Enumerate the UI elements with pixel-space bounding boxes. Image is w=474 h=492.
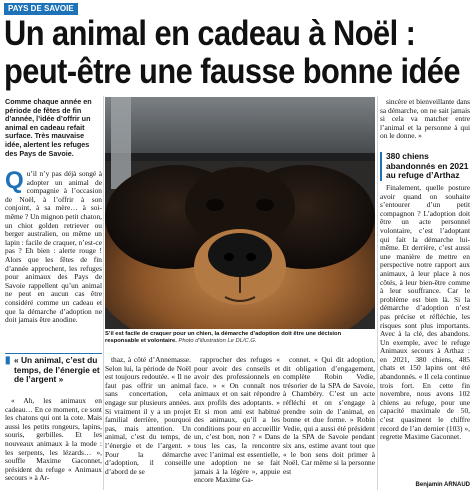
- column-2: [105, 356, 191, 476]
- photo-caption: [105, 331, 375, 345]
- column-5-text: Finalement, quelle posture avoir quand on souhaite s’entourer d’un petit compagnon ? L’adoption doit être un acte personnel volontaire, c’est l’adoptant qui fait la démarche lui-même. Et derrière, c’est aussi une manière de mettre en perspective notre rapport aux animaux, à leur place à nos côtés, à leur bien-être comme à leur souffrance. Car le problème est bien là. Si la démarche d’adoption n’est pas précise et réfléchie, les risques sont plus importants. Avec à la clé, des abandons. Un exemple, avec le refuge Animaux secours à Arthaz : en 2021, 380 chiens, 485 chats et 150 lapins ont été abandonnés. « Il cela continue trois fort. En cette fin novembre, nous avons 102 chiens au refuge, pour une capacité maximale de 50, c’est quasiment le chiffre record de l’an dernier (103) », regrette Maxime Gaconnet.: [380, 183, 470, 442]
- column-1-bottom: [5, 397, 102, 483]
- column-1-text: u’il n’y pas déjà songé à adopter un animal de compagnie à l’occasion de Noël, à l’offrir à son conjoint, à sa mère… à soi-même ? Un mignon petit chaton, un chiot golden retriever ou berger australien, ou même un lapin : facile de craquer, n’est-ce pas ? Eh bien : alerte rouge ! Alors que les fêtes de fin d’année approchent, les refuges pour animaux des Pays de Savoie rappellent qu’un animal ne peut en aucun cas être considéré comme un cadeau et que la démarche d’adoption ne doit jamais être anodine.: [5, 169, 102, 325]
- column-5-top: [380, 98, 470, 141]
- drop-cap: Q: [5, 167, 24, 194]
- column-2-text: thaz, à côté d’Annemasse. Selon lui, la période de Noël est toujours redoutée. « Il ne faut pas offrir un animal sans concertation, cela engage sur plusieurs années. Si vraiment il y a un projet familial derrière, pourquoi pas, mais attention. Un animal, c’est du temps, de l’énergie et de l’argent. » Pour la démarche d’adoption, il conseille d’abord de se: [105, 355, 191, 476]
- author-signature: Benjamin ARNAUD: [415, 482, 470, 488]
- column-3-text: rapprocher des refuges « pour avoir des conseils et avoir des professionnels en face. » « On connaît nos animaux et on sait répondre aux profils des adoptants. » Et si mon ami est habitué des animaux, qu’il a les conditions pour en accueillir un, c’est bon, non ? « Dans tous les cas, la rencontre avec l’animal est essentielle, une adoption ne se fait jamais à la légère », appuie encore Maxime Ga-: [194, 355, 280, 485]
- column-divider: [103, 96, 104, 490]
- pullquote: [5, 356, 102, 385]
- article-headline: [4, 14, 461, 91]
- pullquote-rule: [5, 353, 102, 354]
- column-4: [283, 356, 375, 476]
- column-5: [380, 184, 470, 442]
- caption-credit: Photo d’illustration Le DL/C.G.: [178, 338, 257, 344]
- dog-photo-illustration: [105, 97, 375, 329]
- article-lead: Comme chaque année en période de fêtes de fin d’année, l’idée d’offrir un animal en cadeau refait surface. Très mauvaise idée, alertent les refuges des Pays de Savoie.: [5, 97, 92, 158]
- caption-text: S’il est facile de craquer pour un chien, la démarche d’adoption doit être une décision responsable et volontaire.: [105, 331, 342, 344]
- column-divider: [377, 96, 378, 490]
- column-5-top-text: sincère et bienveillante dans sa démarche, on ne sait jamais si cela va matcher entre l’animal et la personne à qui on le donne. »: [380, 97, 470, 141]
- headline-line-1: Un animal en cadeau à Noël :: [4, 14, 416, 53]
- column-4-text: connet. « Qui dit adoption, dit obligation d’engagement, complète Robin Vedie, trésorier de la SPA de Savoie, à Chambéry. C’est un acte réfléchi et on s’engage à prendre soin de l’animal, en bonne et due forme. » Robin Vedie, qui a aussi été président de la SPA de Savoie pendant six ans, estime avant tout que « le bon sens doit primer à Noël. Car même si la personne est: [283, 355, 375, 476]
- pullquote-text: « Un animal, c’est du temps, de l’énergie et de l’argent »: [14, 355, 100, 384]
- column-1: [5, 167, 102, 325]
- section-kicker: PAYS DE SAVOIE: [4, 3, 78, 15]
- column-3: [194, 356, 280, 485]
- quote-marker: ▮: [5, 355, 11, 366]
- column-1-bottom-text: « Ah, les animaux en cadeau… En ce moment, ce sont les chatons qui ont la cote. Mais aussi les petits rongeurs, lapins, souris, gerbilles. Et les nouveaux animaux à la mode : les serpents, les lézards… », souffle Maxime Gaconnet, président du refuge « Animaux secours » à Ar-: [5, 396, 102, 483]
- headline-line-2: peut-être une fausse bonne idée: [4, 52, 461, 91]
- article-photo: [105, 97, 375, 329]
- subheading: 380 chiens abandonnés en 2021 au refuge d’Arthaz: [380, 152, 470, 181]
